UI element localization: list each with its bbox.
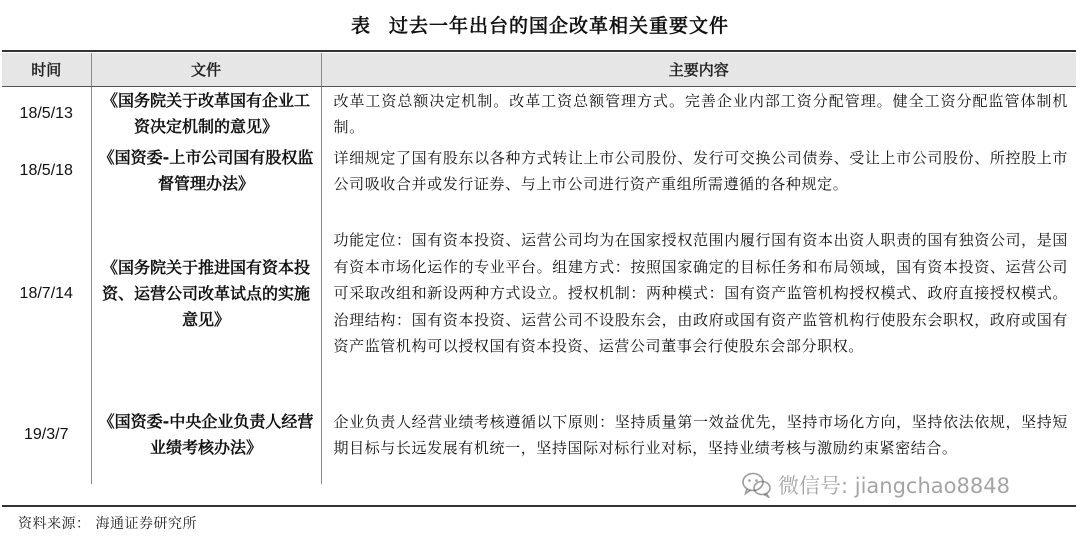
top-rule — [2, 50, 1076, 52]
table-row — [2, 201, 1076, 386]
table-row — [2, 141, 1076, 201]
row-doc: 《国务院关于推进国有资本投资、运营公司改革试点的实施意见》 — [91, 201, 321, 386]
bottom-rule — [2, 505, 1076, 507]
row-date: 18/5/13 — [19, 105, 73, 122]
watermark — [742, 470, 1010, 500]
table-title-label: 表 — [350, 15, 371, 37]
row-content: 企业负责人经营业绩考核遵循以下原则：坚持质量第一效益优先，坚持市场化方向，坚持依法依规，坚持短期目标与长远发展有机统一，坚持国际对标行业对标，坚持业绩考核与激励约束紧密结合。 — [321, 386, 1076, 484]
source-note: 资料来源： 海通证券研究所 — [18, 516, 197, 532]
documents-table — [2, 53, 1076, 484]
row-date: 18/7/14 — [19, 284, 73, 302]
table-row — [2, 87, 1076, 142]
row-date: 19/3/7 — [24, 426, 69, 443]
header-time: 时间 — [2, 53, 91, 87]
table-title-text: 过去一年出台的国企改革相关重要文件 — [389, 15, 730, 37]
row-date: 18/5/18 — [19, 162, 73, 179]
header-content: 主要内容 — [321, 53, 1076, 87]
row-content: 详细规定了国有股东以各种方式转让上市公司股份、发行可交换公司债券、受让上市公司股份、所控股上市公司吸收合并或发行证券、与上市公司进行资产重组所需遵循的各种规定。 — [321, 141, 1076, 201]
table-header-row — [2, 53, 1076, 87]
wechat-icon — [742, 472, 772, 498]
watermark-text: 微信号: jiangchao8848 — [778, 474, 1010, 498]
row-content: 改革工资总额决定机制。改革工资总额管理方式。完善企业内部工资分配管理。健全工资分配监管体制机制。 — [321, 87, 1076, 142]
row-doc: 《国资委-上市公司国有股权监督管理办法》 — [91, 141, 321, 201]
table-title — [0, 11, 1080, 38]
row-content: 功能定位：国有资本投资、运营公司均为在国家授权范围内履行国有资本出资人职责的国有独资公司，是国有资本市场化运作的专业平台。组建方式：按照国家确定的目标任务和布局领域，国有资本投资、运营公司可采取改组和新设两种方式设立。授权机制：两种模式：国有资产监管机构授权模式、政府直接授权模式。治理结构：国有资本投资、运营公司不设股东会，由政府或国有资产监管机构行使股东会职权，政府或国有资产监管机构可以授权国有资本投资、运营公司董事会行使股东会部分职权。 — [321, 201, 1076, 386]
row-doc: 《国资委-中央企业负责人经营业绩考核办法》 — [91, 386, 321, 484]
header-doc: 文件 — [91, 53, 321, 87]
row-doc: 《国务院关于改革国有企业工资决定机制的意见》 — [91, 87, 321, 142]
